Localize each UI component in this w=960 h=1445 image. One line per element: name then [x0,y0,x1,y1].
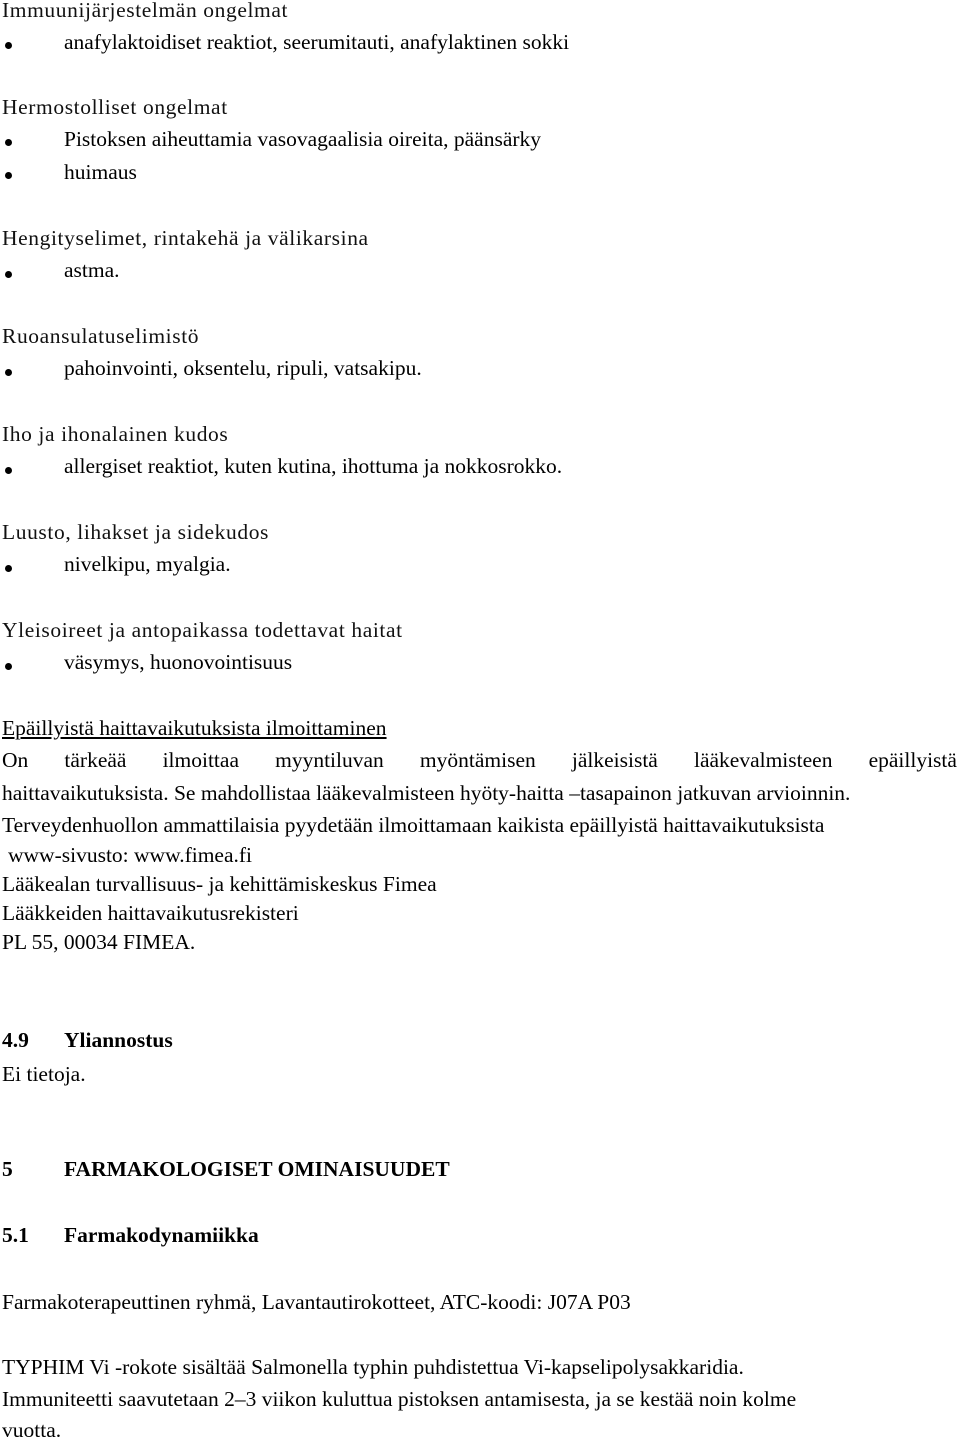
bullet-icon [5,565,12,572]
bullet-icon [5,271,12,278]
pharmaco-group: Farmakoterapeuttinen ryhmä, Lavantautirokotteet, ATC-koodi: J07A P03 [2,1290,631,1314]
section-number: 5 [2,1157,13,1181]
section-number: 5.1 [2,1223,29,1247]
reporting-word: lääkevalmisteen [693,748,833,772]
address-line: PL 55, 00034 FIMEA. [2,930,196,954]
bullet-icon [5,369,12,376]
reporting-word: On [2,748,29,772]
section-heading-overdose [2,1026,958,1055]
list-item: pahoinvointi, oksentelu, ripuli, vatsakipu. [64,356,422,380]
section-title: FARMAKOLOGISET OMINAISUUDET [64,1157,450,1181]
bullet-icon [5,139,12,146]
reporting-word: ilmoittaa [162,748,239,772]
overdose-text: Ei tietoja. [2,1062,86,1086]
category-heading: Hengityselimet, rintakehä ja välikarsina [2,226,369,250]
list-item: allergiset reaktiot, kuten kutina, ihottuma ja nokkosrokko. [64,454,563,478]
bullet-icon [5,663,12,670]
bullet-icon [5,172,12,179]
list-item: nivelkipu, myalgia. [64,552,231,576]
reporting-line-1 [2,746,958,775]
reporting-title: Epäillyistä haittavaikutuksista ilmoittaminen [2,716,387,740]
typhim-line-3: vuotta. [2,1418,62,1442]
list-item: astma. [64,258,120,282]
org-line-2: Lääkkeiden haittavaikutusrekisteri [2,901,299,925]
reporting-word: myöntämisen [419,748,536,772]
reporting-word: myyntiluvan [275,748,384,772]
reporting-line-3: Terveydenhuollon ammattilaisia pyydetään ilmoittamaan kaikista epäillyistä haittavaikutuksista [2,813,825,837]
reporting-line-2: haittavaikutuksista. Se mahdollistaa lääkevalmisteen hyöty-haitta –tasapainon jatkuvan arvioinnin. [2,781,851,805]
section-number: 4.9 [2,1028,29,1052]
category-heading: Yleisoireet ja antopaikassa todettavat haitat [2,618,403,642]
section-title: Yliannostus [64,1028,173,1052]
list-item: Pistoksen aiheuttamia vasovagaalisia oireita, päänsärky [64,127,542,151]
list-item: väsymys, huonovointisuus [64,650,293,674]
typhim-line-2: Immuniteetti saavutetaan 2–3 viikon kuluttua pistoksen antamisesta, ja se kestää noin kolme [2,1387,797,1411]
list-item: huimaus [64,160,137,184]
typhim-line-1: TYPHIM Vi -rokote sisältää Salmonella typhin puhdistettua Vi-kapselipolysakkaridia. [2,1355,744,1379]
category-heading: Hermostolliset ongelmat [2,95,228,119]
category-heading: Luusto, lihakset ja sidekudos [2,520,270,544]
section-title: Farmakodynamiikka [64,1223,259,1247]
bullet-icon [5,467,12,474]
section-heading-5-1 [2,1221,958,1250]
category-heading: Iho ja ihonalainen kudos [2,422,229,446]
org-line-1: Lääkealan turvallisuus- ja kehittämiskeskus Fimea [2,872,437,896]
bullet-icon [5,42,12,49]
section-heading-5 [2,1155,958,1184]
category-heading: Ruoansulatuselimistö [2,324,200,348]
list-item: anafylaktoidiset reaktiot, seerumitauti, anafylaktinen sokki [64,30,570,54]
website-link[interactable]: www-sivusto: www.fimea.fi [8,843,253,867]
reporting-word: tärkeää [64,748,127,772]
reporting-word: jälkeisistä [571,748,658,772]
reporting-word: epäillyistä [868,748,957,772]
category-heading: Immuunijärjestelmän ongelmat [2,0,289,22]
